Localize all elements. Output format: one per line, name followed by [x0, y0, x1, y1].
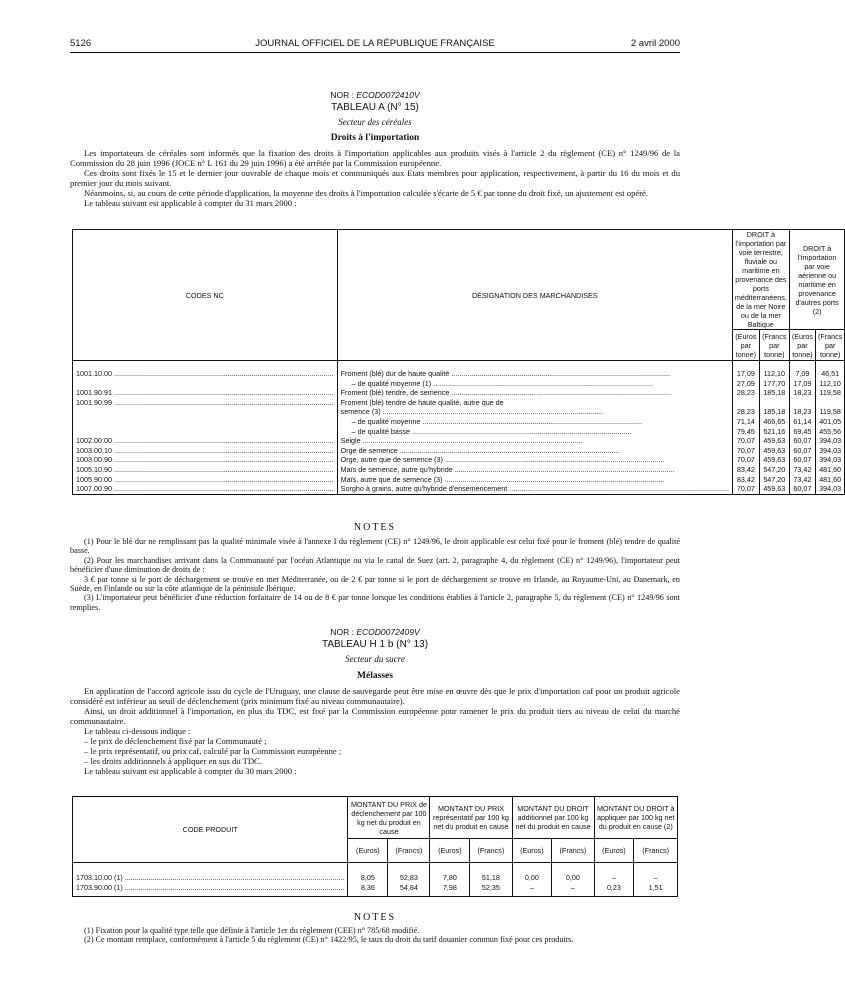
note: (1) Pour le blé dur ne remplissant pas la qualité minimale visée à l'annexe I du règlement (CE) n° 1249/96, le droit applicable est celui fixé pour le froment (blé) tendre de qualité basse.	[70, 537, 680, 556]
tableau-heading-1: TABLEAU A (N° 15)	[331, 102, 419, 113]
francs-terrestre-cell: 466,65	[763, 416, 786, 426]
table-row	[73, 455, 845, 465]
list-item: – les droits additionnels à appliquer en sus du TDC.	[84, 756, 262, 766]
euros-terrestre-cell: 79,45	[736, 426, 755, 436]
designation-cell: Maïs, autre que de semence (3)	[340, 474, 443, 484]
sector-heading-2: Secteur du sucre	[345, 654, 405, 664]
francs-aerienne-cell: 455,56	[819, 426, 842, 436]
francs-aerienne-cell: 112,10	[819, 378, 841, 388]
paragraph: Le tableau suivant est applicable à compter du 31 mars 2000 :	[84, 198, 297, 208]
sector-heading-1: Secteur des céréales	[338, 117, 412, 127]
francs-aerienne-cell: 46,51	[821, 369, 840, 378]
francs-aerienne-cell: 394,03	[819, 445, 842, 455]
francs-aerienne-cell: 394,03	[819, 484, 842, 494]
unit-francs: (Francs par tonne)	[759, 330, 789, 361]
section-title-2: Mélasses	[357, 671, 393, 681]
euros-terrestre-cell: 71,14	[736, 416, 755, 426]
euros-terrestre-cell: 28,23	[736, 407, 755, 417]
table-row	[73, 388, 845, 398]
euros-aerienne-cell: 7,09	[795, 369, 810, 378]
euros-aerienne-cell: 60,07	[793, 484, 812, 494]
nor-reference-1: NOR : ECOD0072410V	[330, 90, 420, 100]
paragraph: Le tableau suivant est applicable à compter du 30 mars 2000 :	[84, 766, 297, 776]
euros-aerienne-cell: 18,23	[793, 407, 812, 417]
paragraph: Le tableau ci-dessous indique :	[84, 726, 191, 736]
table-row	[73, 379, 845, 389]
header-rule	[70, 52, 680, 53]
francs-aerienne-cell: 119,58	[819, 388, 841, 398]
notes-heading-2: NOTES	[353, 912, 397, 923]
value-cell: 8,05	[360, 873, 375, 882]
note: (2) Pour les marchandises arrivant dans la Communauté par l'océan Atlantique ou via le canal de Suez (art. 2, paragraphe 4, du règlement (CE) n° 1249/96), l'importateur peut bénéficier d'une diminution de droits de :	[70, 555, 680, 575]
unit-francs: (Francs)	[634, 839, 678, 863]
paragraph: En application de l'accord agricole issu du cycle de l'Uruguay, une clause de sauvegarde peut être mise en œuvre dès que le prix d'importation caf pour un produit agricole considéré est inférieur au seuil de déclenchement (prix minimum fixé au niveau communautaire).	[70, 686, 680, 706]
table-row	[73, 446, 845, 456]
francs-terrestre-cell: 459,63	[763, 436, 786, 446]
section-title-1: Droits à l'importation	[330, 133, 420, 143]
unit-euros: (Euros par tonne)	[732, 330, 759, 361]
euros-terrestre-cell: 27,09	[736, 378, 755, 388]
francs-terrestre-cell: 185,18	[763, 388, 786, 398]
euros-aerienne-cell: 60,07	[793, 445, 812, 455]
designation-cell: semence (3)	[340, 407, 381, 417]
unit-francs: (Francs)	[388, 839, 430, 863]
designation-cell: Maïs de semence, autre qu'hybride	[340, 464, 453, 474]
column-header-prix-declenchement: MONTANT DU PRIX de déclenchement par 100 kg net du produit en cause	[348, 797, 430, 839]
molasses-table	[72, 796, 678, 897]
designation-cell: Froment (blé) dur de haute qualité	[340, 369, 450, 378]
table-row	[73, 398, 845, 408]
cereal-duties-table	[72, 229, 845, 495]
note: 3 € par tonne si le port de déchargement se trouve en mer Méditerranée, ou de 2 € par tonne si le port de déchargement se trouve en Irlande, au Royaume-Uni, au Danemark, en Suède, en Finlande ou sur la côte atlantique de la péninsule Ibérique.	[70, 574, 680, 594]
euros-terrestre-cell: 70,07	[736, 455, 755, 465]
designation-cell: Orge de semence	[340, 445, 398, 455]
euros-aerienne-cell: 73,42	[793, 474, 812, 484]
francs-terrestre-cell: 185,18	[763, 407, 786, 417]
euros-terrestre-cell: 70,07	[736, 445, 755, 455]
intro-text-1	[70, 148, 680, 208]
euros-aerienne-cell: 61,14	[793, 416, 812, 426]
paragraph: Les importateurs de céréales sont informés que la fixation des droits à l'importation applicables aux produits visés à l'article 2 du règlement (CE) n° 1249/96 de la Commission du 28 juin 1996 (JOCE n° L 161 du 29 juin 1996) a été arrêtée par la Commission européenne.	[70, 148, 680, 168]
table-row	[73, 361, 845, 379]
euros-aerienne-cell: 60,07	[793, 436, 812, 446]
francs-aerienne-cell: 401,05	[819, 416, 842, 426]
francs-aerienne-cell: 481,60	[819, 464, 842, 474]
notes-2	[70, 926, 680, 945]
code-produit-cell: 1703.90.00 (1)	[76, 883, 123, 892]
paragraph: Néanmoins, si, au cours de cette période d'application, la moyenne des droits à l'importation calculée s'écarte de 5 € par tonne du droit fixé, un ajustement est opéré.	[84, 188, 649, 198]
code-cell: 1001.90.91	[76, 388, 112, 398]
page-number: 5126	[70, 38, 92, 49]
designation-cell: Froment (blé) tendre de haute qualité, autre que de	[340, 397, 504, 407]
francs-terrestre-cell: 112,10	[763, 369, 786, 378]
journal-title: JOURNAL OFFICIEL DE LA RÉPUBLIQUE FRANÇAISE	[255, 38, 495, 49]
table-row	[73, 436, 845, 446]
table-row	[73, 863, 678, 884]
code-cell: 1005.90.00	[76, 474, 112, 484]
table-row	[73, 475, 845, 485]
value-cell: 0,23	[606, 883, 621, 892]
euros-terrestre-cell: 70,07	[736, 484, 755, 494]
intro-text-2	[70, 686, 680, 776]
note: (2) Ce montant remplace, conformément à l'article 5 du règlement (CE) n° 1422/95, le taux du droit du tarif douanier commun fixé pour ces produits.	[84, 935, 574, 945]
column-header-droit-aerienne: DROIT à l'importation par voie aérienne ou maritime en provenance d'autres ports (2)	[789, 230, 845, 330]
column-header-droit-additionnel: MONTANT DU DROIT additionnel par 100 kg net du produit en cause	[512, 797, 594, 839]
paragraph: Ainsi, un droit additionnel à l'importation, en plus du TDC, est fixé par la Commission européenne pour ramener le prix du produit tiers au niveau de celui du marché communautaire.	[70, 706, 680, 726]
designation-cell: – de qualité moyenne	[351, 416, 421, 426]
francs-terrestre-cell: 459,63	[763, 445, 786, 455]
value-cell: 7,80	[442, 873, 457, 882]
table-row	[73, 427, 845, 437]
value-cell: 52,83	[399, 873, 418, 882]
value-cell: –	[570, 883, 575, 892]
value-cell: 54,84	[399, 883, 418, 892]
value-cell: –	[653, 873, 658, 882]
unit-francs: (Francs)	[470, 839, 512, 863]
francs-aerienne-cell: 394,03	[819, 455, 842, 465]
publication-date: 2 avril 2000	[630, 38, 680, 49]
column-header-designation: DÉSIGNATION DES MARCHANDISES	[337, 230, 732, 361]
tableau-heading-2: TABLEAU H 1 b (N° 13)	[321, 639, 429, 650]
value-cell: –	[611, 873, 616, 882]
code-cell: 1001.90.99	[76, 397, 112, 407]
unit-euros: (Euros)	[512, 839, 552, 863]
euros-aerienne-cell: 69,45	[793, 426, 812, 436]
francs-aerienne-cell: 481,60	[819, 474, 842, 484]
value-cell: 51,18	[481, 873, 500, 882]
euros-aerienne-cell: 17,09	[793, 378, 812, 388]
table-row	[73, 465, 845, 475]
designation-cell: Sorgho à grains, autre qu'hybride d'ensemencement	[340, 484, 508, 494]
nor-code-2: ECOD0072409V	[356, 627, 420, 637]
table-row	[73, 484, 845, 494]
column-header-prix-representatif: MONTANT DU PRIX représentatif par 100 kg net du produit en cause	[430, 797, 512, 839]
euros-terrestre-cell: 17,09	[736, 369, 755, 378]
list-item: – le prix de déclenchement fixé par la Communauté ;	[84, 736, 267, 746]
euros-aerienne-cell: 73,42	[793, 464, 812, 474]
code-cell: 1002.00.00	[76, 436, 112, 446]
code-cell: 1001.10.00	[76, 369, 112, 378]
francs-aerienne-cell: 119,58	[819, 407, 841, 417]
designation-cell: – de qualité moyenne (1)	[351, 378, 432, 388]
table-row	[73, 407, 845, 417]
value-cell: 52,35	[481, 883, 500, 892]
note: (3) L'importateur peut bénéficier d'une réduction forfaitaire de 14 ou de 8 € par tonne lorsque les conditions établies à l'article 2, paragraphe 5, du règlement (CE) n° 1249/96 sont remplies.	[70, 593, 680, 612]
euros-terrestre-cell: 83,42	[736, 474, 755, 484]
nor-reference-2: NOR : ECOD0072409V	[330, 627, 420, 637]
francs-terrestre-cell: 547,20	[763, 464, 786, 474]
table-row	[73, 417, 845, 427]
table-row	[73, 883, 678, 897]
value-cell: 0,00	[524, 873, 539, 882]
designation-cell: Seigle	[340, 436, 361, 446]
paragraph: Ces droits sont fixés le 15 et le dernier jour ouvrable de chaque mois et communiqués aux Etats membres pour application, respectivement, à partir du 16 du mois et du premier jour du mois suivant.	[70, 168, 680, 188]
designation-cell: Orge, autre que de semence (3)	[340, 455, 443, 465]
francs-terrestre-cell: 459,63	[763, 484, 786, 494]
designation-cell: Froment (blé) tendre, de semence	[340, 388, 450, 398]
francs-aerienne-cell: 394,03	[819, 436, 842, 446]
unit-euros: (Euros)	[430, 839, 470, 863]
euros-terrestre-cell: 70,07	[736, 436, 755, 446]
unit-francs: (Francs par tonne)	[816, 330, 845, 361]
column-header-droit-terrestre: DROIT à l'importation par voie terrestre, fluviale ou maritime en provenance des ports méditerranéens, de la mer Noire ou de la mer Baltique	[732, 230, 789, 330]
euros-aerienne-cell: 60,07	[793, 455, 812, 465]
code-cell: 1003.00.10	[76, 445, 112, 455]
francs-terrestre-cell: 177,70	[763, 378, 786, 388]
value-cell: –	[529, 883, 534, 892]
column-header-codes: CODES NC	[73, 230, 338, 361]
euros-terrestre-cell: 28,23	[736, 388, 755, 398]
code-cell: 1007.00.90	[76, 484, 112, 494]
notes-1	[70, 537, 680, 612]
francs-terrestre-cell: 459,63	[763, 455, 786, 465]
code-cell: 1003.00.90	[76, 455, 112, 465]
unit-euros: (Euros par tonne)	[789, 330, 815, 361]
value-cell: 1,51	[648, 883, 663, 892]
value-cell: 8,36	[360, 883, 375, 892]
francs-terrestre-cell: 547,20	[763, 474, 786, 484]
unit-euros: (Euros)	[348, 839, 388, 863]
unit-francs: (Francs)	[552, 839, 594, 863]
column-header-code-produit: CODE PRODUIT	[73, 797, 348, 863]
euros-aerienne-cell: 18,23	[793, 388, 812, 398]
note: (1) Fixation pour la qualité type telle que définie à l'article 1er du règlement (CEE) n° 785/68 modifié.	[84, 926, 420, 935]
column-header-droit-a-appliquer: MONTANT DU DROIT à appliquer par 100 kg net du produit en cause (2)	[594, 797, 677, 839]
euros-terrestre-cell: 83,42	[736, 464, 755, 474]
designation-cell: – de qualité basse	[351, 426, 410, 436]
notes-heading-1: NOTES	[353, 522, 397, 533]
code-produit-cell: 1703.10.00 (1)	[76, 873, 123, 882]
francs-terrestre-cell: 521,16	[763, 426, 786, 436]
code-cell: 1005.10.90	[76, 464, 112, 474]
value-cell: 0,00	[565, 873, 580, 882]
value-cell: 7,98	[442, 883, 457, 892]
unit-euros: (Euros)	[594, 839, 634, 863]
nor-code-1: ECOD0072410V	[356, 90, 420, 100]
list-item: – le prix représentatif, ou prix caf, calculé par la Commission européenne ;	[84, 746, 342, 756]
